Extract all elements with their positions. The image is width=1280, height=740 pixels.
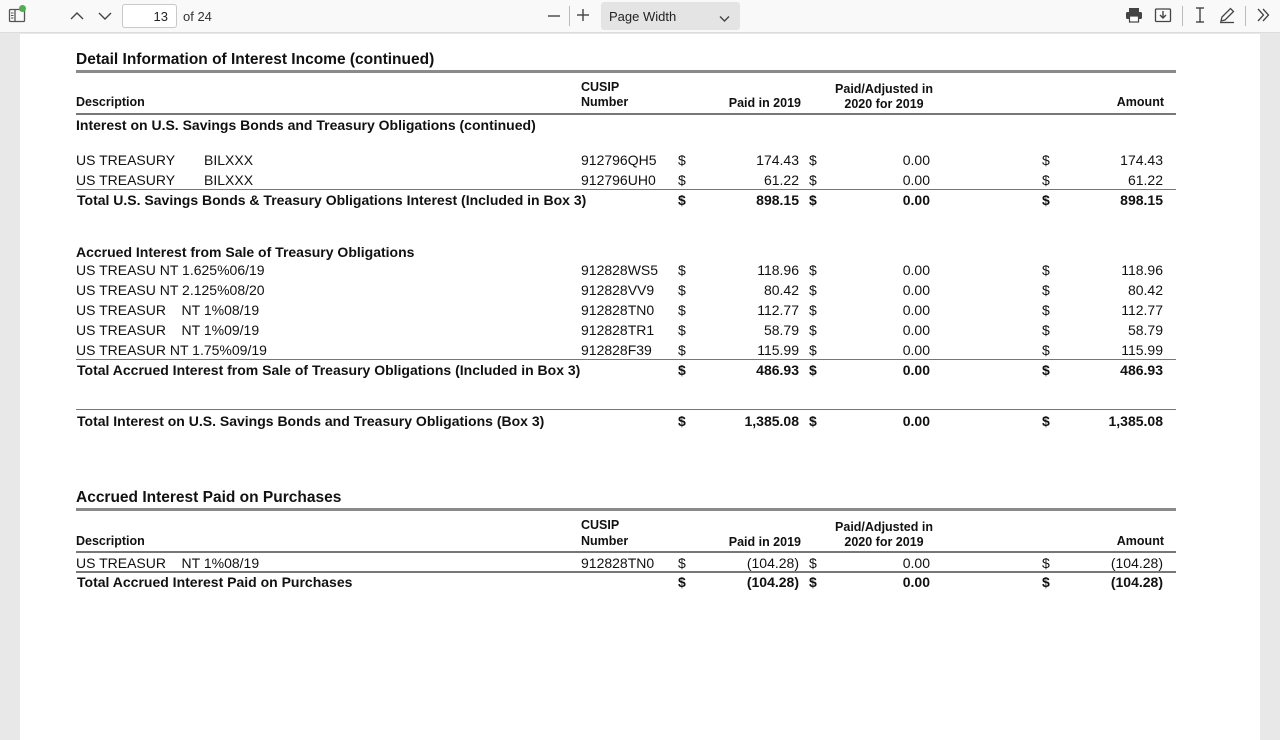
total-rule (76, 189, 1176, 190)
chevron-down-icon (719, 11, 730, 26)
section-title: Detail Information of Interest Income (continued) (76, 51, 435, 68)
row-adjusted: 0.00 (902, 152, 930, 168)
currency-symbol: $ (809, 342, 817, 358)
row-paid: 118.96 (757, 262, 799, 278)
plus-icon (576, 8, 590, 27)
currency-symbol: $ (1042, 282, 1050, 298)
currency-symbol: $ (809, 322, 817, 338)
toolbar-divider (569, 6, 570, 26)
row-name: US TREASURY (76, 152, 176, 168)
toolbar-divider (1245, 6, 1246, 26)
currency-symbol: $ (809, 172, 817, 188)
row-cusip: 912828TN0 (581, 555, 655, 571)
row-name: US TREASUR NT 1%08/19 (76, 302, 260, 318)
page-number-input[interactable] (122, 4, 177, 28)
total-amount: 898.15 (1120, 192, 1163, 208)
row-paid: 58.79 (763, 322, 799, 338)
col-header-adjusted: Paid/Adjusted in (835, 520, 933, 534)
currency-symbol: $ (678, 342, 686, 358)
grand-total-paid: 1,385.08 (744, 413, 799, 429)
total-amount: (104.28) (1110, 574, 1163, 590)
header-rule (76, 551, 1176, 553)
currency-symbol: $ (1042, 152, 1050, 168)
total-paid: (104.28) (746, 574, 799, 590)
row-amount: 61.22 (1127, 172, 1163, 188)
row-cusip: 912828TR1 (581, 322, 655, 338)
col-header-amount: Amount (1116, 95, 1164, 109)
zoom-in-button[interactable] (573, 4, 593, 30)
row-cusip: 912828WS5 (581, 262, 659, 278)
currency-symbol: $ (678, 413, 686, 429)
col-header-cusip: Number (581, 95, 629, 109)
currency-symbol: $ (1042, 362, 1050, 378)
grand-total-amount: 1,385.08 (1108, 413, 1163, 429)
col-header-cusip: CUSIP (581, 80, 620, 94)
currency-symbol: $ (809, 574, 817, 590)
total-amount: 486.93 (1120, 362, 1163, 378)
currency-symbol: $ (1042, 342, 1050, 358)
currency-symbol: $ (1042, 555, 1050, 571)
currency-symbol: $ (809, 362, 817, 378)
total-label: Total Accrued Interest Paid on Purchases (77, 574, 353, 590)
currency-symbol: $ (1042, 302, 1050, 318)
currency-symbol: $ (678, 262, 686, 278)
draw-button[interactable] (1216, 4, 1238, 30)
col-header-cusip: CUSIP (581, 518, 620, 532)
currency-symbol: $ (809, 262, 817, 278)
header-rule (76, 113, 1176, 115)
text-cursor-icon (1194, 6, 1206, 29)
currency-symbol: $ (678, 574, 686, 590)
col-header-adjusted: 2020 for 2019 (844, 535, 924, 549)
currency-symbol: $ (809, 302, 817, 318)
currency-symbol: $ (1042, 574, 1050, 590)
currency-symbol: $ (678, 282, 686, 298)
row-paid: (104.28) (746, 555, 799, 571)
total-rule (76, 571, 1176, 573)
row-cusip: 912828TN0 (581, 302, 655, 318)
row-adjusted: 0.00 (902, 555, 930, 571)
grand-total-adjusted: 0.00 (902, 413, 930, 429)
currency-symbol: $ (809, 192, 817, 208)
row-name: US TREASU NT 1.625%06/19 (76, 262, 265, 278)
total-rule (76, 359, 1176, 360)
row-name: US TREASURY (76, 172, 176, 188)
row-paid: 174.43 (756, 152, 799, 168)
currency-symbol: $ (809, 555, 817, 571)
row-paid: 112.77 (757, 302, 799, 318)
currency-symbol: $ (678, 172, 686, 188)
subsection-title: Interest on U.S. Savings Bonds and Treasury Obligations (continued) (76, 117, 536, 133)
col-header-cusip: Number (581, 534, 629, 548)
total-adjusted: 0.00 (902, 574, 930, 590)
currency-symbol: $ (1042, 322, 1050, 338)
grand-total-label: Total Interest on U.S. Savings Bonds and Treasury Obligations (Box 3) (77, 413, 545, 429)
currency-symbol: $ (809, 152, 817, 168)
row-name: US TREASUR NT 1%08/19 (76, 555, 260, 571)
total-adjusted: 0.00 (902, 192, 930, 208)
next-page-button[interactable] (94, 4, 116, 30)
chevron-up-icon (70, 8, 84, 26)
chevron-down-icon (98, 8, 112, 26)
col-header-amount: Amount (1116, 534, 1164, 548)
previous-page-button[interactable] (66, 4, 88, 30)
row-cusip: 912828VV9 (581, 282, 655, 298)
total-adjusted: 0.00 (902, 362, 930, 378)
currency-symbol: $ (809, 413, 817, 429)
grand-total-rule (76, 409, 1176, 410)
currency-symbol: $ (678, 302, 686, 318)
subsection-title: Accrued Interest from Sale of Treasury Obligations (76, 244, 415, 260)
row-adjusted: 0.00 (902, 282, 930, 298)
currency-symbol: $ (678, 192, 686, 208)
zoom-select[interactable] (601, 2, 740, 30)
row-cusip: 912828F39 (581, 342, 652, 358)
col-header-adjusted: Paid/Adjusted in (835, 82, 933, 96)
col-header-description: Description (76, 95, 145, 109)
currency-symbol: $ (809, 282, 817, 298)
currency-symbol: $ (678, 555, 686, 571)
row-amount: 118.96 (1121, 262, 1163, 278)
row-adjusted: 0.00 (902, 172, 930, 188)
minus-icon (547, 8, 561, 27)
save-button[interactable] (1152, 4, 1174, 30)
total-label: Total U.S. Savings Bonds & Treasury Obligations Interest (Included in Box 3) (77, 192, 587, 208)
currency-symbol: $ (1042, 262, 1050, 278)
col-header-description: Description (76, 534, 145, 548)
currency-symbol: $ (1042, 413, 1050, 429)
total-paid: 898.15 (756, 192, 799, 208)
text-select-button[interactable] (1189, 4, 1211, 30)
currency-symbol: $ (1042, 192, 1050, 208)
currency-symbol: $ (678, 322, 686, 338)
row-amount: 112.77 (1121, 302, 1163, 318)
zoom-value: Page Width (609, 8, 677, 24)
total-label: Total Accrued Interest from Sale of Treasury Obligations (Included in Box 3) (77, 362, 581, 378)
pdf-toolbar (0, 0, 1280, 33)
row-cusip: 912796QH5 (581, 152, 657, 168)
col-header-paid: Paid in 2019 (728, 535, 801, 549)
row-adjusted: 0.00 (902, 322, 930, 338)
row-paid: 61.22 (763, 172, 799, 188)
print-button[interactable] (1123, 4, 1145, 30)
section-rule (76, 508, 1176, 511)
row-amount: 80.42 (1127, 282, 1163, 298)
col-header-adjusted: 2020 for 2019 (844, 97, 924, 111)
row-adjusted: 0.00 (902, 302, 930, 318)
row-name: US TREASUR NT 1.75%09/19 (76, 342, 267, 358)
save-icon (1154, 7, 1172, 28)
double-chevron-right-icon (1256, 8, 1270, 27)
row-amount: 174.43 (1120, 152, 1163, 168)
row-name: US TREASU NT 2.125%08/20 (76, 282, 265, 298)
page-count: of 24 (183, 9, 212, 24)
row-adjusted: 0.00 (902, 342, 930, 358)
row-adjusted: 0.00 (902, 262, 930, 278)
print-icon (1125, 7, 1143, 28)
row-cusip: 912796UH0 (581, 172, 656, 188)
currency-symbol: $ (678, 362, 686, 378)
pdf-page (20, 34, 1260, 740)
currency-symbol: $ (1042, 172, 1050, 188)
toolbar-divider (1182, 6, 1183, 26)
row-name: US TREASUR NT 1%09/19 (76, 322, 260, 338)
more-tools-button[interactable] (1252, 4, 1274, 30)
currency-symbol: $ (678, 152, 686, 168)
pen-icon (1218, 6, 1236, 29)
section-rule (76, 70, 1176, 73)
total-paid: 486.93 (756, 362, 799, 378)
row-paid: 80.42 (763, 282, 799, 298)
col-header-paid: Paid in 2019 (728, 96, 801, 110)
row-paid: 115.99 (757, 342, 799, 358)
sidebar-toggle-button[interactable] (4, 4, 30, 30)
row-amount: 58.79 (1127, 322, 1163, 338)
row-desc: BILXXX (204, 172, 254, 188)
row-desc: BILXXX (204, 152, 254, 168)
zoom-out-button[interactable] (544, 4, 564, 30)
status-dot (19, 5, 26, 12)
row-amount: 115.99 (1121, 342, 1163, 358)
section-title: Accrued Interest Paid on Purchases (76, 489, 342, 506)
row-amount: (104.28) (1110, 555, 1163, 571)
